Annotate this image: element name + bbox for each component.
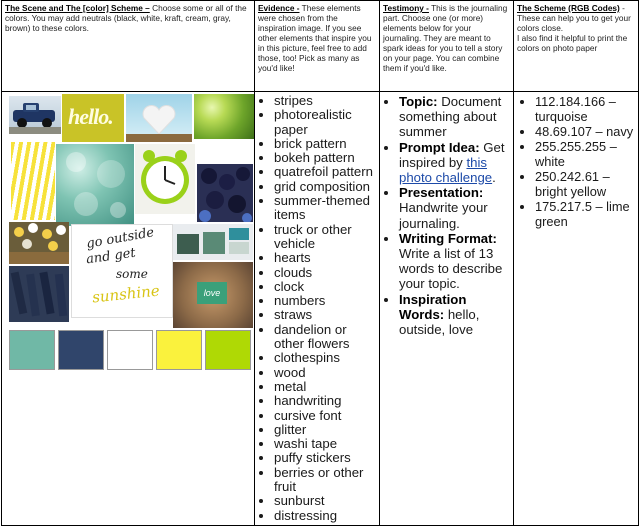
topic-text: Document something about summer xyxy=(399,94,502,140)
testimony-cell xyxy=(380,92,514,526)
evidence-item: • clothespins xyxy=(274,351,376,365)
scene-header-text: Choose some or all of the colors. You may add neutrals (black, white, kraft, cream, gray, brown) to these colors. xyxy=(5,3,247,33)
evidence-item: • washi tape xyxy=(274,437,376,451)
evidence-item: • puffy stickers xyxy=(274,451,376,465)
evidence-item: • summer-themed items xyxy=(274,194,376,223)
evidence-item: • distressing xyxy=(274,509,376,523)
testimony-list xyxy=(383,94,510,337)
evidence-item: • stripes xyxy=(274,94,376,108)
scheme-header xyxy=(514,1,639,92)
handwriting-line-4: sunshine xyxy=(91,281,161,307)
evidence-item: • clouds xyxy=(274,266,376,280)
rgb-list xyxy=(517,94,635,229)
testimony-header-text: This is the journaling part. Choose one (or more) elements below for your journaling. They are meant to spark ideas for you to tell a story on your page. You can combine them if you'd like. xyxy=(383,3,508,73)
photo-challenge-link[interactable]: this photo challenge xyxy=(399,154,493,186)
rgb-item-bright-yellow: • 250.242.61 – bright yellow xyxy=(535,169,635,199)
prompt-text: Get inspired by xyxy=(399,139,505,170)
rgb-item-lime-green: • 175.217.5 – lime green xyxy=(535,199,635,229)
glitter-love-photo xyxy=(173,262,253,328)
evidence-header-text: These elements were chosen from the inspiration image. If you see other elements that inspire you in this picture, feel free to add those, too! Pick as many as you'd like! xyxy=(258,3,372,73)
swatch-turquoise xyxy=(9,330,55,370)
presentation-item xyxy=(399,185,510,231)
evidence-item: • quatrefoil pattern xyxy=(274,165,376,179)
clock-photo xyxy=(135,144,195,214)
clothespins-photo xyxy=(9,266,69,322)
handwriting-card xyxy=(71,224,173,318)
evidence-cell xyxy=(255,92,380,526)
scheme-header-title: The Scheme (RGB Codes) xyxy=(517,3,620,13)
evidence-item: • truck or other vehicle xyxy=(274,223,376,252)
scheme-cell xyxy=(514,92,639,526)
evidence-item: • numbers xyxy=(274,294,376,308)
evidence-item: • bokeh pattern xyxy=(274,151,376,165)
handwriting-line-3: some xyxy=(116,267,148,281)
inspiration-collage xyxy=(5,94,255,514)
evidence-list xyxy=(258,94,376,523)
pillow-room-photo xyxy=(173,224,253,260)
scene-header xyxy=(2,1,255,92)
scene-header-title: The Scene and The [color] Scheme – xyxy=(5,3,150,13)
evidence-header-title: Evidence - xyxy=(258,3,300,13)
prompt-item xyxy=(399,140,510,186)
hello-sign-text: hello. xyxy=(68,104,113,129)
testimony-header-title: Testimony - xyxy=(383,3,429,13)
evidence-item: • dandelion or other flowers xyxy=(274,323,376,352)
rgb-item-turquoise: • 112.184.166 – turquoise xyxy=(535,94,635,124)
straws-photo xyxy=(11,142,55,220)
inspiration-words-item xyxy=(399,292,510,338)
writing-format-item xyxy=(399,231,510,292)
prompt-end: . xyxy=(492,170,496,186)
evidence-item: • hearts xyxy=(274,251,376,265)
swatch-navy xyxy=(58,330,104,370)
handwriting-line-2: and get xyxy=(85,245,137,268)
evidence-item: • photorealistic paper xyxy=(274,108,376,137)
color-scheme-table xyxy=(1,0,639,526)
testimony-header xyxy=(380,1,514,92)
evidence-item: • clock xyxy=(274,280,376,294)
teal-bokeh-photo xyxy=(56,144,134,226)
body-row xyxy=(2,92,639,526)
scheme-header-text2: I also find it helpful to print the colors on photo paper xyxy=(517,33,628,53)
writing-format-text: Write a list of 13 words to describe your topic. xyxy=(399,246,503,292)
evidence-item: • wood xyxy=(274,366,376,380)
evidence-item: • handwriting xyxy=(274,394,376,408)
evidence-item: • sunburst xyxy=(274,494,376,508)
evidence-item: • straws xyxy=(274,308,376,322)
swatch-lime-green xyxy=(205,330,251,370)
topic-label: Topic: xyxy=(399,94,438,109)
presentation-text: Handwrite your journaling. xyxy=(399,200,488,231)
writing-format-label: Writing Format: xyxy=(399,230,497,246)
bokeh-photo xyxy=(194,94,254,139)
inspiration-words-label: Inspiration Words: xyxy=(399,291,467,322)
hello-sign-photo xyxy=(62,94,124,142)
rgb-item-white: • 255.255.255 – white xyxy=(535,139,635,169)
rgb-item-navy: • 48.69.107 – navy xyxy=(535,124,635,139)
scene-cell xyxy=(2,92,255,526)
evidence-item: • brick pattern xyxy=(274,137,376,151)
handwriting-line-1: go outside xyxy=(85,225,156,252)
inspiration-words-text: hello, outside, love xyxy=(399,306,480,338)
evidence-header xyxy=(255,1,380,92)
swatch-bright-yellow xyxy=(156,330,202,370)
evidence-item: • berries or other fruit xyxy=(274,466,376,495)
evidence-item: • metal xyxy=(274,380,376,394)
presentation-label: Presentation: xyxy=(399,185,484,201)
prompt-label: Prompt Idea: xyxy=(399,139,480,155)
swatch-white xyxy=(107,330,153,370)
evidence-item: • grid composition xyxy=(274,180,376,194)
topic-item xyxy=(399,94,510,140)
evidence-item: • glitter xyxy=(274,423,376,437)
truck-photo xyxy=(9,96,61,134)
flowers-photo xyxy=(9,222,69,264)
love-tag xyxy=(197,282,227,304)
blackberries-photo xyxy=(197,164,253,222)
header-row xyxy=(2,1,639,92)
evidence-item: • cursive font xyxy=(274,409,376,423)
heart-cloud-photo xyxy=(126,94,192,142)
love-tag-text: love xyxy=(203,288,221,298)
scheme-header-text: - These can help you to get your colors close. xyxy=(517,3,631,33)
